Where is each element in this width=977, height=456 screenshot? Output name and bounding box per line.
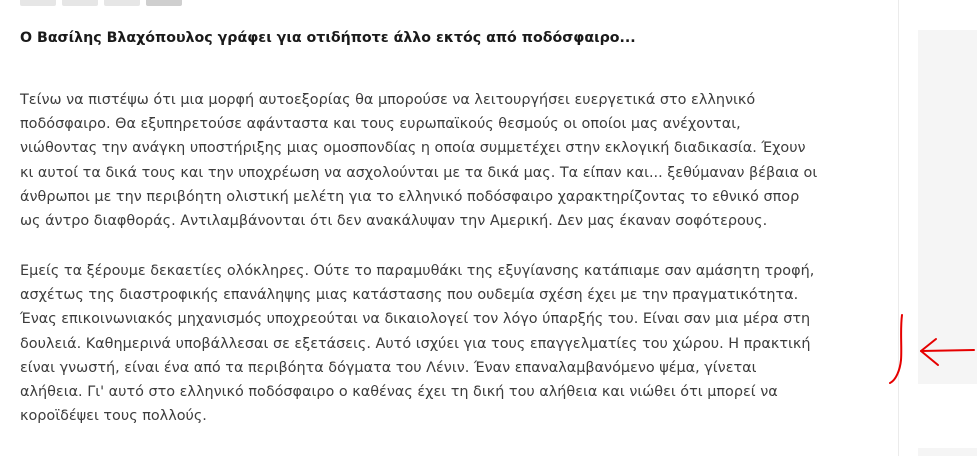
paragraph-line: ασχέτως της διαστροφικής επανάληψης μιας κατάστασης που ουδεμία σχέση έχει με την πραγματικότητα. [20, 287, 799, 304]
paragraph-line: άνθρωποι με την περιβόητη ολιστική μελέτη για το ελληνικό ποδόσφαιρο χαρακτηρίζοντας το εθνικό σπορ [20, 188, 800, 205]
paragraph-line: Ένας επικοινωνιακός μηχανισμός υποχρεούται να δικαιολογεί τον λόγο ύπαρξής του. Είναι σαν μια μέρα στη [20, 311, 811, 328]
article-body [20, 28, 890, 425]
paragraph-line: δουλειά. Καθημερινά υποβάλλεσαι σε εξετάσεις. Αυτό ισχύει για τους επαγγελματίες του χώρου. Η πρακτική [20, 335, 811, 352]
article-title: Ο Βασίλης Βλαχόπουλος γράφει για οτιδήποτε άλλο εκτός από ποδόσφαιρο... [20, 30, 636, 46]
paragraph-line: Εμείς τα ξέρουμε δεκαετίες ολόκληρες. Ούτε το παραμυθάκι της εξυγίανσης κατάπιαμε σαν αμάσητη τροφή, [20, 263, 815, 279]
paragraph-line: Τείνω να πιστέψω ότι μια μορφή αυτοεξορίας θα μπορούσε να λειτουργήσει ευεργετικά στο ελληνικό [20, 92, 756, 108]
paragraph-line: αλήθεια. Γι' αυτό στο ελληνικό ποδόσφαιρο ο καθένας έχει τη δική του αλήθεια και νιώθει ότι μπορεί να [20, 384, 778, 401]
column-divider [898, 0, 899, 456]
share-button[interactable] [104, 0, 140, 6]
paragraph-line: νιώθοντας την ανάγκη υποστήριξης μιας ομοσπονδίας η οποία συμμετέχει στην εκλογική διαδικασία. Έχουν [20, 140, 806, 157]
sidebar-ad-placeholder [918, 30, 977, 384]
sidebar-widget-placeholder [918, 448, 977, 456]
share-button[interactable] [20, 0, 56, 6]
share-button[interactable] [146, 0, 182, 6]
paragraph-line: κι αυτοί τα δικά τους και την υποχρέωση να ασχολούνται με τα δικά μας. Τα είπαν και... ξεθύμαναν βέβαια οι [20, 164, 818, 181]
paragraph-line: ποδόσφαιρο. Θα εξυπηρετούσε αφάνταστα και τους ευρωπαϊκούς θεσμούς οι οποίοι μας ανέχονται, [20, 116, 741, 133]
share-button[interactable] [62, 0, 98, 6]
paragraph-line: κοροϊδέψει τους πολλούς. [20, 408, 207, 425]
paragraph-line: ως άντρο διαφθοράς. Αντιλαμβάνονται ότι δεν ανακάλυψαν την Αμερική. Δεν μας έκαναν σοφότερους. [20, 213, 768, 230]
article-paragraph [20, 259, 814, 428]
paragraph-line: είναι γνωστή, είναι ένα από τα περιβόητα δόγματα του Λένιν. Έναν επαναλαμβανόμενο ψέμα, γίνεται [20, 359, 757, 376]
article-paragraph [20, 88, 817, 233]
share-buttons [20, 0, 182, 6]
